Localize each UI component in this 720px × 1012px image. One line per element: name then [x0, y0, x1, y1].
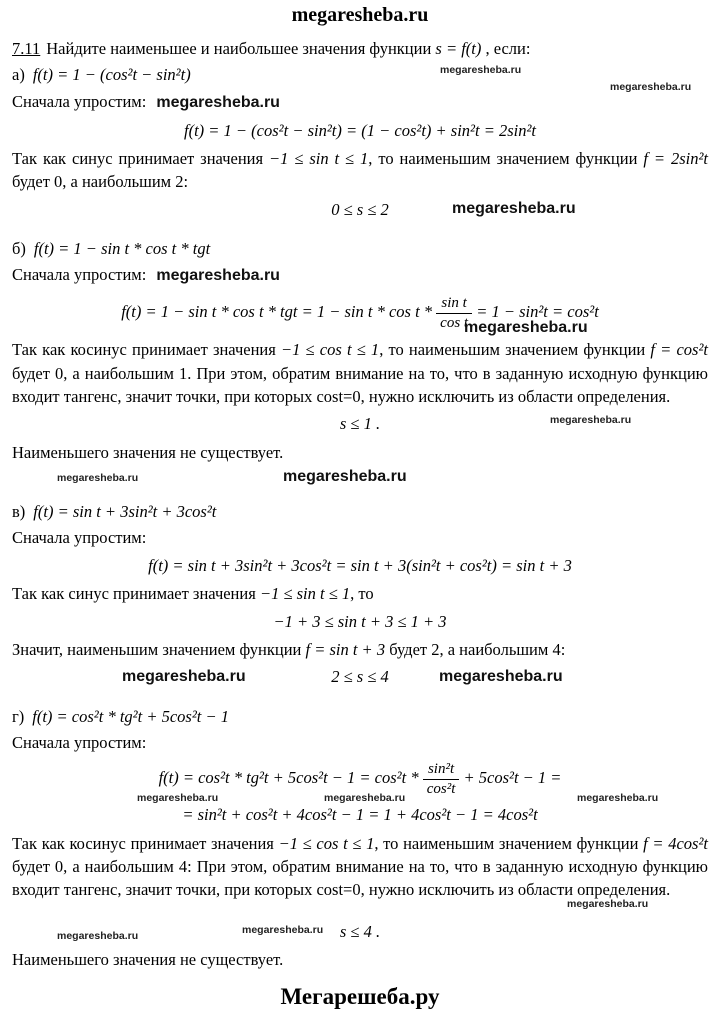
watermark-row: [12, 897, 708, 916]
inline-math: f = sin t + 3: [305, 639, 386, 659]
part-v-given-formula: f(t) = sin t + 3sin²t + 3cos²t: [33, 502, 217, 522]
part-g-simplify-line: [12, 731, 708, 754]
inline-text: Значит, наименьшим значением функции: [12, 639, 306, 659]
part-a-section: [12, 63, 708, 221]
part-a-simplify-line: [12, 90, 708, 115]
inline-math: f = cos²t: [650, 340, 709, 360]
part-g-given-line: [12, 705, 708, 728]
simplify-label: Сначала упростим:: [12, 528, 147, 548]
part-g-note: Наименьшего значения не существует.: [12, 950, 284, 970]
part-g-derivation-1: [12, 761, 708, 805]
problem-number: 7.11: [12, 39, 41, 58]
watermark-bold: megaresheba.ru: [156, 267, 280, 285]
part-b-derivation: [12, 295, 708, 337]
inline-text: будет 2, а наибольшим 4:: [385, 639, 566, 659]
part-a-given-formula: f(t) = 1 − (cos²t − sin²t): [32, 65, 191, 85]
part-g-derivation1-post: + 5cos²t − 1 =: [459, 768, 562, 788]
part-a-explanation: [12, 147, 708, 194]
part-b-given-line: [12, 237, 708, 260]
part-b-answer-row: [12, 413, 708, 435]
problem-text: Найдите наименьшее и наибольшее значения функции: [46, 39, 436, 58]
part-v-answer: 2 ≤ s ≤ 4: [331, 667, 389, 687]
watermark-small: megaresheba.ru: [324, 792, 406, 805]
simplify-label: Сначала упростим:: [12, 265, 147, 285]
part-b-section: [12, 237, 708, 488]
inline-text: , то наименьшим значением функции: [379, 340, 651, 360]
site-watermark-header: megaresheba.ru: [291, 4, 429, 26]
fraction-numerator: sin²t: [423, 761, 460, 780]
part-b-note: Наименьшего значения не существует.: [12, 442, 284, 462]
part-a-given-line: [12, 63, 708, 94]
watermark-small: megaresheba.ru: [440, 64, 522, 77]
site-watermark-footer: Мегарешеба.ру: [280, 983, 440, 1009]
inline-text: будет 0, а наибольшим 2:: [12, 172, 189, 192]
part-v-explanation-2: [12, 638, 708, 661]
fraction-numerator: sin t: [436, 295, 472, 314]
inline-text: будет 0, а наибольшим 4: При этом, обратим внимание на то, что в заданную исходную функцию входит тангенс, значит точки, при которых cost=0, нужно исключить из области определения.: [12, 857, 708, 900]
part-v-explanation-1: [12, 582, 708, 605]
inline-text: Так как косинус принимает значения: [12, 833, 279, 853]
simplify-label: Сначала упростим:: [12, 732, 147, 752]
fraction-denominator: cos t: [440, 314, 469, 331]
part-v-inequality: [12, 611, 708, 633]
part-b-given-formula: f(t) = 1 − sin t * cos t * tgt: [33, 238, 211, 258]
watermark-bold: megaresheba.ru: [439, 668, 563, 686]
inline-math: f = 2sin²t: [643, 148, 709, 168]
watermark-small: megaresheba.ru: [57, 929, 139, 942]
problem-tail: , если:: [481, 39, 531, 58]
part-v-given-line: [12, 500, 708, 523]
part-b-answer: s ≤ 1 .: [339, 414, 381, 434]
part-a-derivation: [12, 120, 708, 142]
part-v-inequality-formula: −1 + 3 ≤ sin t + 3 ≤ 1 + 3: [273, 611, 447, 631]
watermark-small: megaresheba.ru: [242, 923, 324, 936]
inline-math: −1 ≤ cos t ≤ 1: [281, 340, 380, 360]
part-v-derivation-formula: f(t) = sin t + 3sin²t + 3cos²t = sin t + 3(sin²t + cos²t) = sin t + 3: [148, 555, 572, 575]
watermark-small: megaresheba.ru: [57, 472, 139, 485]
watermark-small: megaresheba.ru: [567, 897, 649, 910]
inline-text: , то наименьшим значением функции: [374, 833, 644, 853]
part-g-given-formula: f(t) = cos²t * tg²t + 5cos²t − 1: [32, 706, 229, 726]
part-v-section: [12, 500, 708, 688]
part-g-derivation-2: [12, 804, 708, 826]
part-g-label: г): [12, 706, 25, 726]
watermark-small: megaresheba.ru: [577, 792, 659, 805]
part-v-simplify-line: [12, 526, 708, 549]
part-g-derivation1-pre: f(t) = cos²t * tg²t + 5cos²t − 1 = cos²t *: [158, 768, 423, 788]
inline-math: −1 ≤ cos t ≤ 1: [278, 833, 375, 853]
problem-statement: [12, 37, 708, 60]
watermark-row: [12, 468, 708, 488]
fraction-denominator: cos²t: [426, 780, 456, 797]
inline-text: Так как синус принимает значения: [12, 148, 270, 168]
part-b-explanation: [12, 338, 708, 408]
part-b-derivation-post: = 1 − sin²t = cos²t: [472, 301, 599, 321]
problem-math: s = f(t): [435, 39, 482, 58]
watermark-small: megaresheba.ru: [137, 792, 219, 805]
part-a-derivation-formula: f(t) = 1 − (cos²t − sin²t) = (1 − cos²t) + sin²t = 2sin²t: [184, 120, 536, 140]
inline-text: Так как косинус принимает значения: [12, 340, 281, 360]
watermark-bold: megaresheba.ru: [122, 668, 246, 686]
inline-text: будет 0, а наибольшим 1. При этом, обратим внимание на то, что в заданную исходную функцию входит тангенс, значит точки, при которых cost=0, нужно исключить из области определения.: [12, 363, 708, 406]
part-g-section: [12, 705, 708, 972]
inline-text: , то наименьшим значением функции: [368, 148, 644, 168]
part-b-simplify-line: [12, 263, 708, 288]
inline-text: , то: [350, 584, 374, 604]
watermark-small: megaresheba.ru: [610, 81, 692, 94]
part-b-derivation-pre: f(t) = 1 − sin t * cos t * tgt = 1 − sin t * cos t *: [121, 301, 437, 321]
part-a-answer: 0 ≤ s ≤ 2: [331, 199, 389, 219]
inline-math: −1 ≤ sin t ≤ 1: [259, 584, 351, 604]
watermark-bold: megaresheba.ru: [464, 319, 588, 337]
part-g-derivation2-formula: = sin²t + cos²t + 4cos²t − 1 = 1 + 4cos²t − 1 = 4cos²t: [182, 805, 538, 825]
watermark-bold: megaresheba.ru: [156, 93, 280, 111]
inline-text: Так как синус принимает значения: [12, 584, 260, 604]
part-g-answer-row: [12, 921, 708, 943]
part-v-answer-row: [12, 666, 708, 688]
watermark-bold: megaresheba.ru: [452, 199, 576, 217]
simplify-label: Сначала упростим:: [12, 91, 147, 111]
fraction: [423, 761, 460, 797]
part-g-answer: s ≤ 4 .: [339, 921, 381, 941]
part-b-label: б): [12, 238, 26, 258]
part-g-explanation: [12, 832, 708, 902]
part-a-label: а): [12, 65, 25, 85]
watermark-small: megaresheba.ru: [550, 414, 632, 427]
inline-math: f = 4cos²t: [643, 833, 708, 853]
part-v-label: в): [12, 502, 26, 522]
watermark-bold: megaresheba.ru: [283, 468, 407, 486]
inline-math: −1 ≤ sin t ≤ 1: [269, 148, 369, 168]
part-a-answer-row: [12, 199, 708, 221]
part-v-derivation: [12, 555, 708, 577]
